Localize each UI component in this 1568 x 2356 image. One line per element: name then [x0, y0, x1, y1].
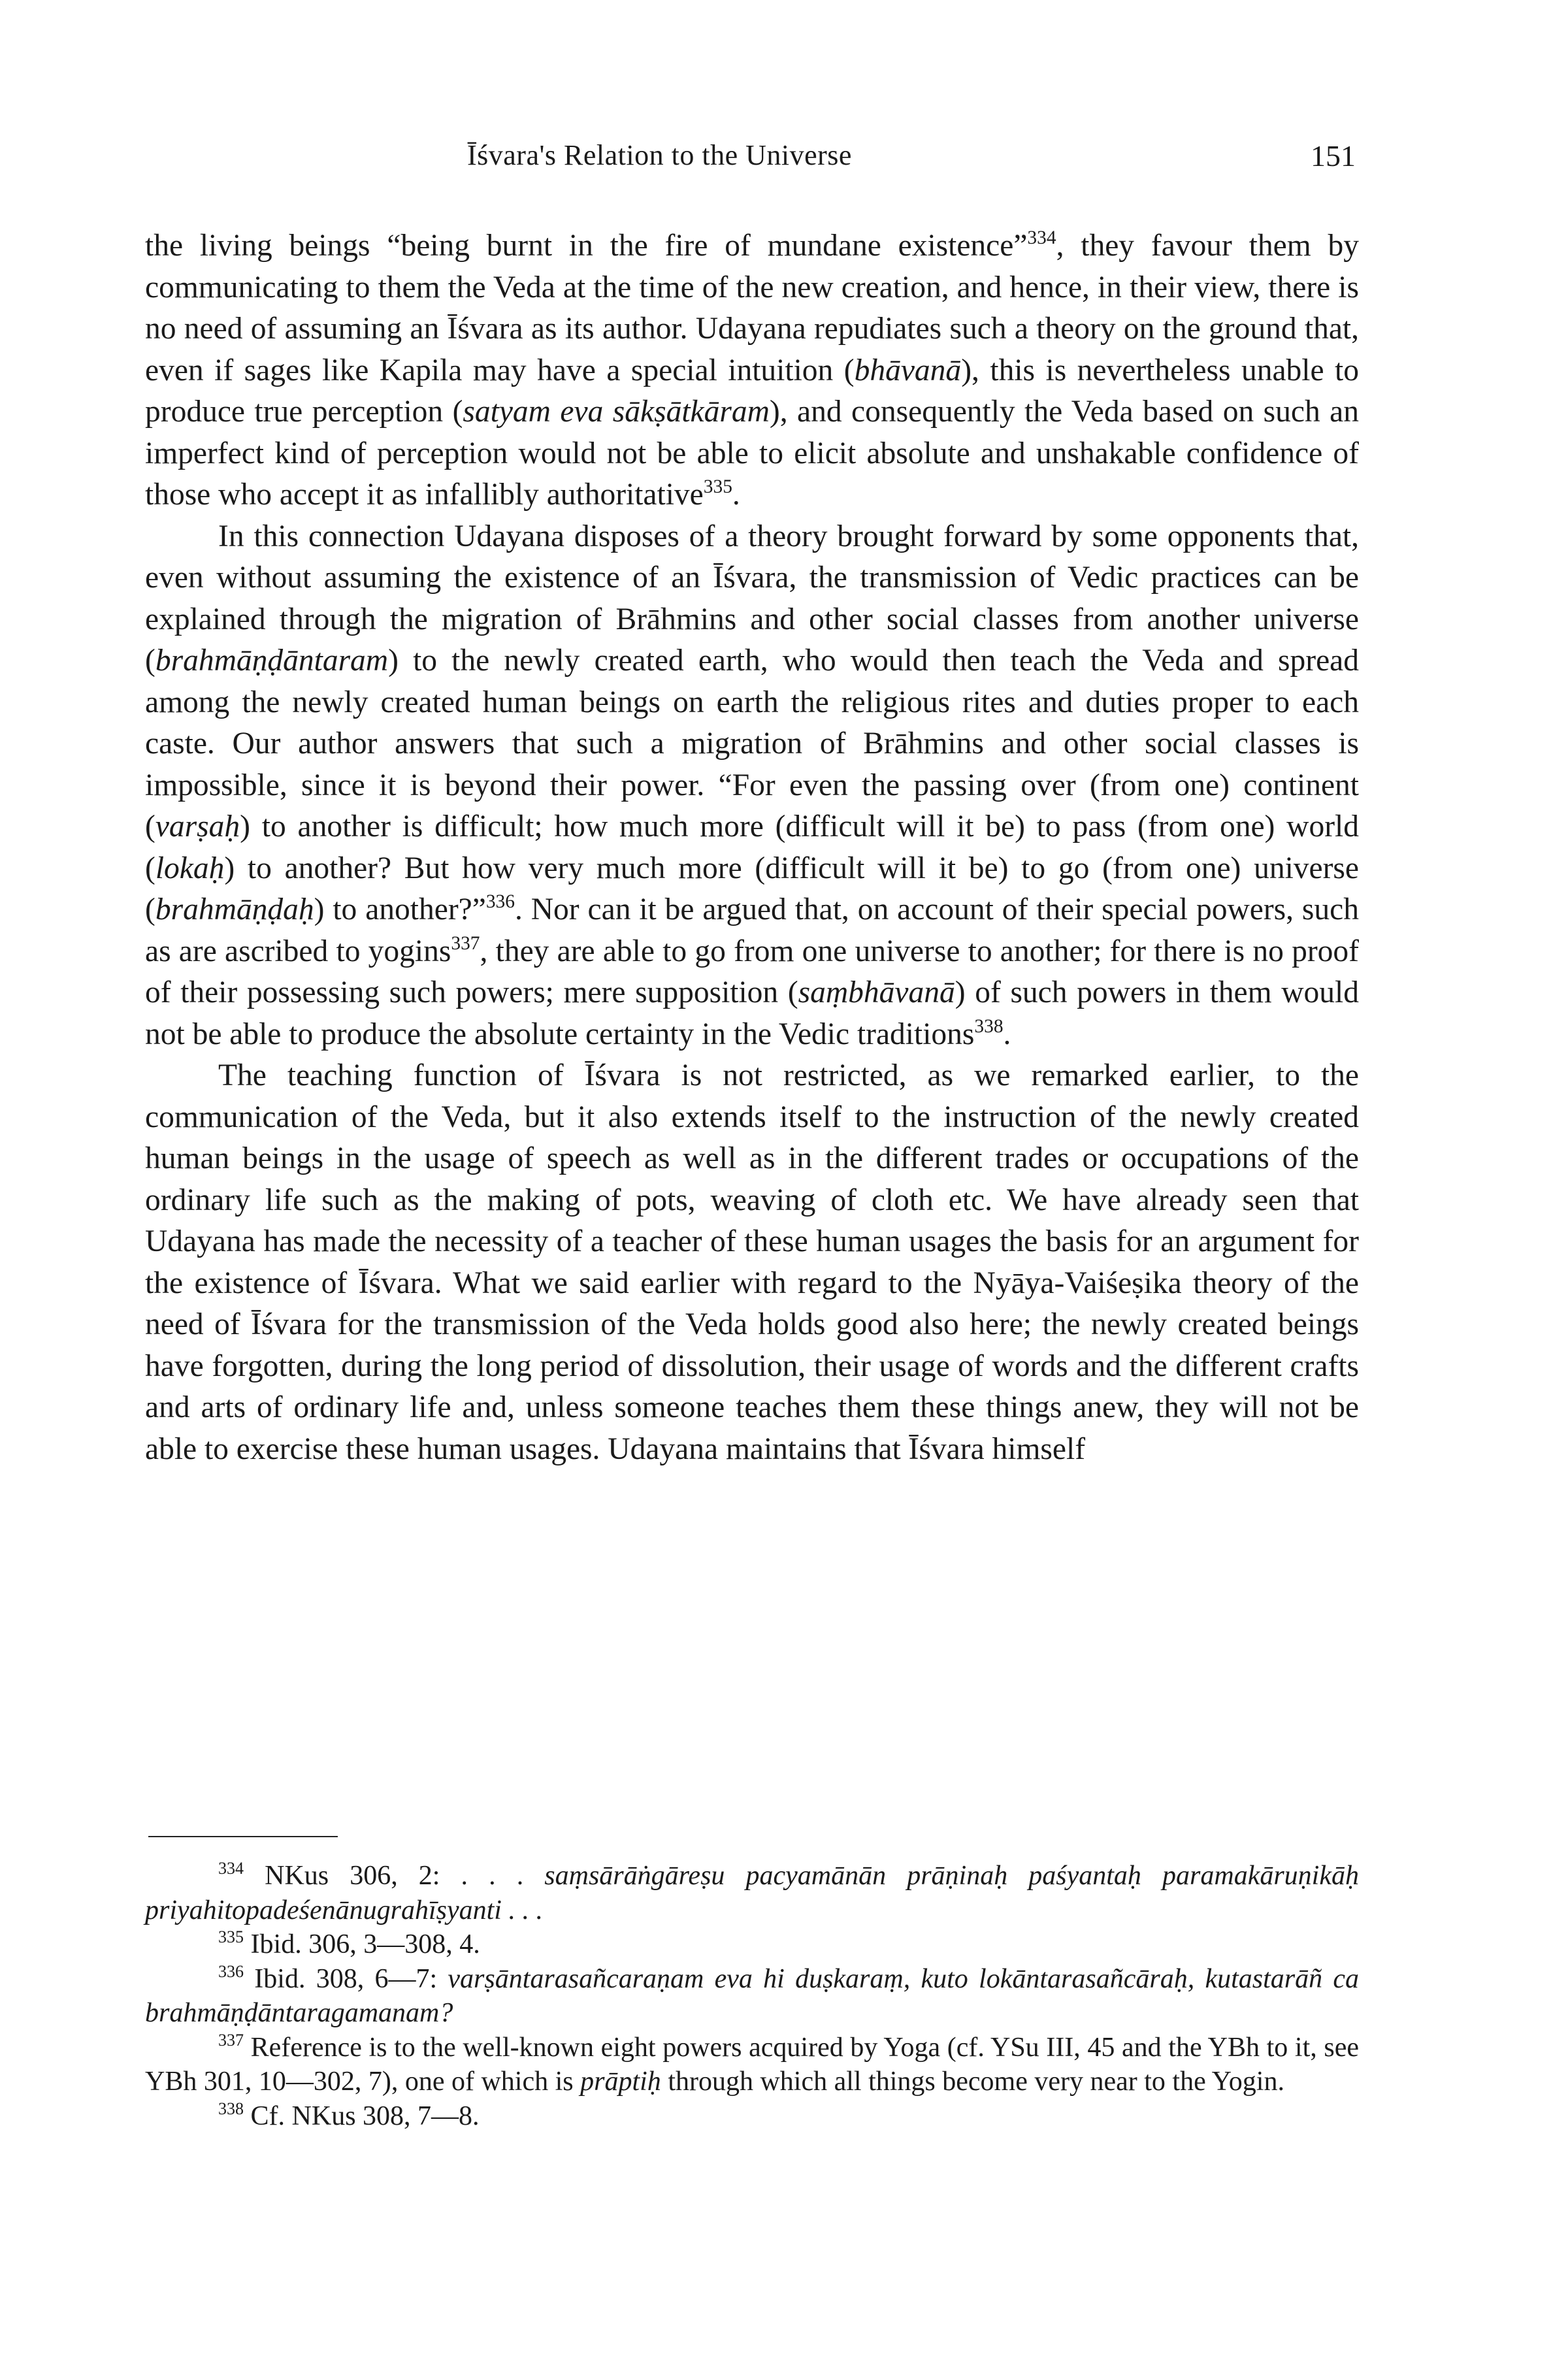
italic-term: brahmāṇḍaḥ: [155, 892, 314, 926]
text-run: Reference is to the well-known eight powers acquired by Yoga (cf. YSu III, 45 and the YBh to it, see YBh 301, 10—302, 7), one of which is: [145, 2032, 1359, 2097]
text-run: The teaching function of Īśvara is not restricted, as we remarked earlier, to the communication of the Veda, but it also extends itself to the instruction of the newly created human beings in the usage of speech as well as in the different trades or occupations of the ordinary life such as the making of pots, weaving of cloth etc. We have already seen that Udayana has made the necessity of a teacher of these human usages the basis for an argument for the existence of Īśvara. What we said earlier with regard to the Nyāya-Vaiśeṣika theory of the need of Īśvara for the transmission of the Veda holds good also here; the newly created beings have forgotten, during the long period of dissolution, their usage of words and the different crafts and arts of ordinary life and, unless someone teaches them these things anew, they will not be able to exercise these human usages. Udayana maintains that Īśvara himself: [145, 1058, 1359, 1466]
paragraph: [145, 1055, 1359, 1470]
text-run: .: [732, 478, 740, 512]
footnote: [145, 2099, 1359, 2134]
text-run: the living beings “being burnt in the fire of mundane existence”: [145, 229, 1028, 263]
text-run: In this connection Udayana disposes of a theory brought forward by some opponents that, even without assuming the existence of an Īśvara, the transmission of Vedic practices can be explained through the migration of Brāhmins and other social classes from another universe (: [145, 519, 1359, 678]
footnote: [145, 2031, 1359, 2099]
text-run: , they are able to go from one universe to another; for there is no proof of their possessing such powers; mere supposition (: [145, 934, 1359, 1009]
running-title: Īśvara's Relation to the Universe: [467, 139, 852, 171]
footnote-number: 336: [218, 1961, 244, 1981]
footnote: [145, 1962, 1359, 2031]
footnote-number: 337: [218, 2030, 244, 2050]
text-run: Cf. NKus 308, 7—8.: [250, 2101, 480, 2131]
footnote-ref: 334: [1027, 227, 1056, 248]
italic-term: bhāvanā: [854, 353, 962, 387]
body-text: [145, 225, 1359, 1470]
italic-term: satyam eva sākṣātkāram: [463, 395, 770, 429]
footnote-number: 338: [218, 2099, 244, 2118]
paragraph: [145, 516, 1359, 1056]
text-run: , they favour them by communicating to them the Veda at the time of the new creation, and hence, in their view, there is no need of assuming an Īśvara as its author. Udayana repudiates such a theory on the ground that, even if sages like Kapila may have a special intuition (: [145, 229, 1359, 387]
footnote: [145, 1927, 1359, 1962]
text-run: ), and consequently the Veda based on such an imperfect kind of perception would not be able to elicit absolute and unshakable confidence of those who accept it as infallibly authoritative: [145, 395, 1359, 512]
footnote-ref: 336: [485, 891, 515, 912]
footnote-number: 334: [218, 1858, 244, 1878]
footnote-ref: 338: [974, 1015, 1004, 1037]
italic-term: varṣāntarasañcaraṇam eva hi duṣkaraṃ, kuto lokāntarasañcāraḥ, kutastarāñ ca brahmāṇḍāntaragamanam?: [145, 1963, 1360, 2028]
text-run: ) to another is difficult; how much more (difficult will it be) to pass (from one) world (: [145, 810, 1359, 885]
text-run: ), this is nevertheless unable to produce true perception (: [145, 353, 1359, 429]
italic-term: varṣaḥ: [155, 810, 240, 843]
italic-term: lokaḥ: [155, 851, 225, 885]
footnote: [145, 1859, 1359, 1927]
italic-term: saṃbhāvanā: [798, 975, 955, 1009]
text-run: .: [1003, 1017, 1011, 1051]
page-number: 151: [1311, 139, 1356, 172]
footnote-divider: [148, 1836, 338, 1837]
paragraph: [145, 225, 1359, 516]
footnote-ref: 335: [703, 476, 732, 497]
text-run: Ibid. 308, 6—7:: [254, 1963, 448, 1994]
footnotes: [145, 1859, 1359, 2133]
text-run: ) to the newly created earth, who would then teach the Veda and spread among the newly created human beings on earth the religious rites and duties proper to each caste. Our author answers that such a migration of Brāhmins and other social classes is impossible, since it is beyond their power. “For even the passing over (from one) continent (: [145, 644, 1359, 843]
text-run: NKus 306, 2: . . .: [265, 1861, 545, 1891]
text-run: ) to another? But how very much more (difficult will it be) to go (from one) universe (: [145, 851, 1359, 926]
italic-term: prāptiḥ: [580, 2067, 661, 2097]
footnote-ref: 337: [451, 932, 480, 954]
text-run: . Nor can it be argued that, on account of their special powers, such as are ascribed to yogins: [145, 892, 1359, 968]
text-run: Ibid. 306, 3—308, 4.: [250, 1929, 480, 1959]
footnote-number: 335: [218, 1927, 244, 1946]
italic-term: saṃsārāṅgāreṣu pacyamānān prāṇinaḥ paśyantaḥ paramakāruṇikāḥ priyahitopadeśenānugrahīṣyanti . . .: [145, 1861, 1359, 1925]
page-header: [147, 139, 1356, 184]
text-run: through which all things become very near to the Yogin.: [661, 2067, 1284, 2097]
text-run: ) of such powers in them would not be able to produce the absolute certainty in the Vedic traditions: [145, 975, 1359, 1051]
italic-term: brahmāṇḍāntaram: [155, 644, 389, 678]
text-run: ) to another?”: [314, 892, 486, 926]
